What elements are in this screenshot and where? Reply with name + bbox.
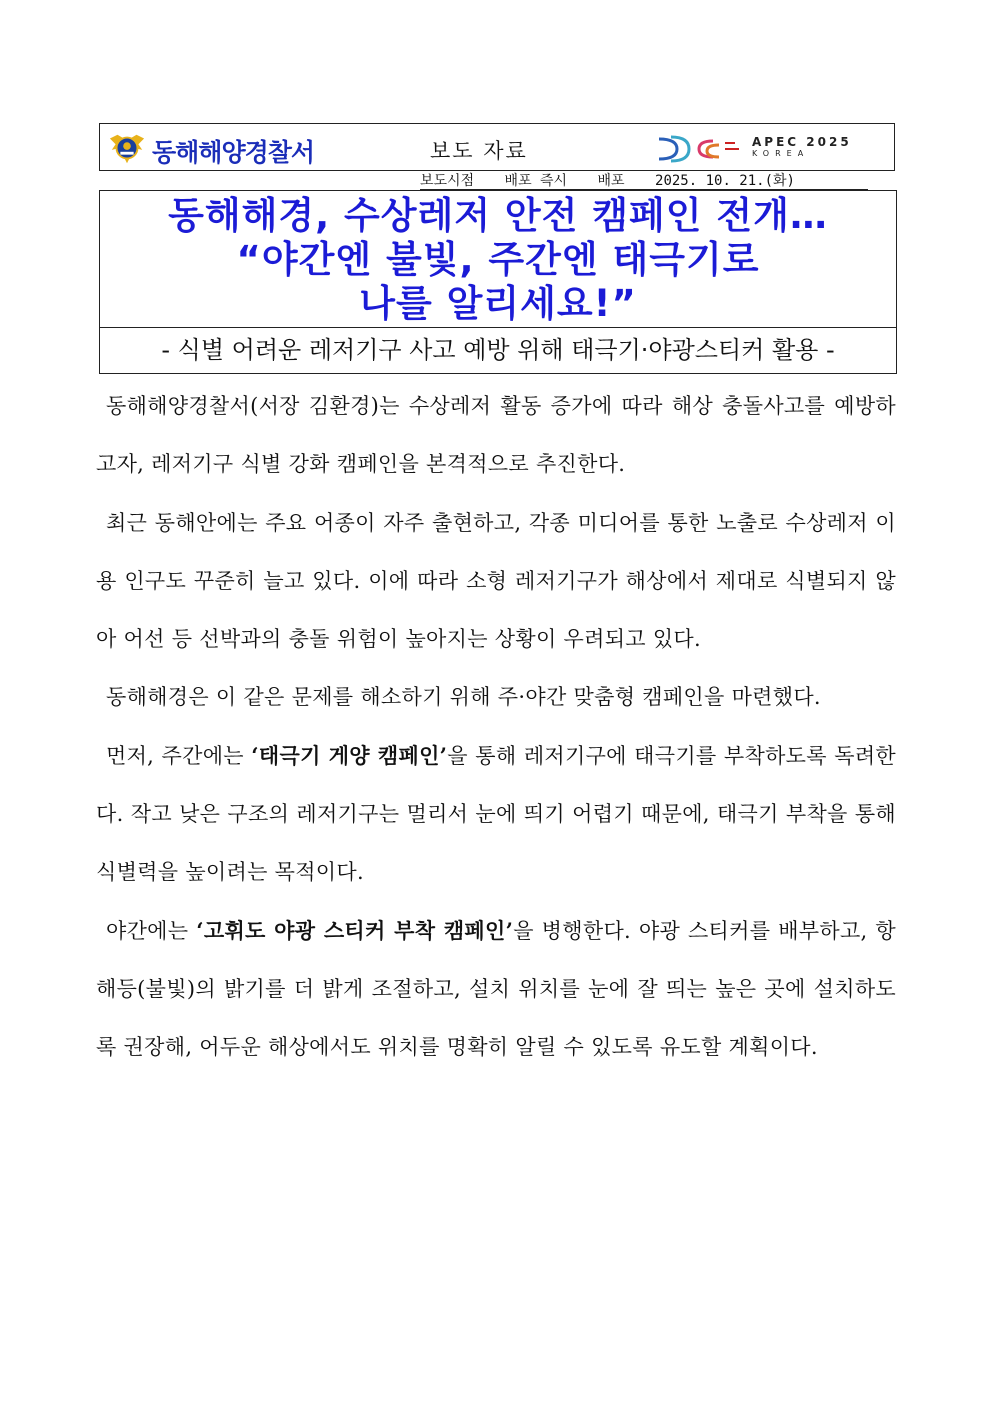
- headline-line-3: 나를 알리세요!”: [359, 282, 637, 325]
- paragraph-4-lead: 먼저, 주간에는: [106, 743, 252, 768]
- paragraph-1: 동해해양경찰서(서장 김환경)는 수상레저 활동 증가에 따라 해상 충돌사고를 예방하고자, 레저기구 식별 강화 캠페인을 본격적으로 추진한다.: [96, 394, 896, 477]
- release-info: [420, 173, 868, 190]
- apec-sub: KOREA: [752, 149, 810, 158]
- article-body: [96, 377, 896, 1077]
- org-name: 동해해양경찰서: [152, 138, 315, 167]
- headline-box: [99, 190, 897, 328]
- headline-line-1: 동해해경, 수상레저 안전 캠페인 전개…: [168, 194, 828, 237]
- subtitle: - 식별 어려운 레저기구 사고 예방 위해 태극기·야광스티커 활용 -: [99, 327, 897, 374]
- headline-line-2: “야간엔 불빛, 주간엔 태극기로: [236, 238, 760, 281]
- paragraph-2: 최근 동해안에는 주요 어종이 자주 출현하고, 각종 미디어를 통한 노출로 수상레저 이용 인구도 꾸준히 늘고 있다. 이에 따라 소형 레저기구가 해상에서 제대로 식별되지 않아 어선 등 선박과의 충돌 위험이 높아지는 상황이 우려되고 있다.: [96, 510, 896, 652]
- header-box: [99, 123, 895, 171]
- paragraph-4: [96, 727, 896, 902]
- paragraph-4-rest: 을 통해 레저기구에 태극기를 부착하도록 독려한다. 작고 낮은 구조의 레저기구는 멀리서 눈에 띄기 어렵기 때문에, 태극기 부착을 통해 식별력을 높이려는 목적이다.: [96, 743, 896, 885]
- paragraph-5-lead: 야간에는: [106, 918, 197, 943]
- coast-guard-emblem-icon: [108, 129, 146, 167]
- paragraph-5: [96, 902, 896, 1077]
- release-label: 보도시점: [420, 173, 475, 189]
- apec-logo-icon: [655, 133, 745, 165]
- paragraph-5-rest: 을 병행한다. 야광 스티커를 배부하고, 항해등(불빛)의 밝기를 더 밝게 조절하고, 설치 위치를 눈에 잘 띄는 높은 곳에 설치하도록 권장해, 어두운 해상에서도 위치를 명확히 알릴 수 있도록 유도할 계획이다.: [96, 918, 896, 1060]
- release-date: 2025. 10. 21.(화): [655, 173, 795, 189]
- release-timing: 배포 즉시: [504, 173, 568, 189]
- night-campaign-name: ‘고휘도 야광 스티커 부착 캠페인’: [196, 917, 514, 943]
- release-distribution: 배포: [597, 173, 625, 189]
- apec-wordmark: [752, 136, 852, 160]
- paragraph-3: 동해해경은 이 같은 문제를 해소하기 위해 주·야간 맞춤형 캠페인을 마련했다.: [106, 685, 821, 710]
- daytime-campaign-name: ‘태극기 게양 캠페인’: [251, 742, 448, 768]
- apec-title: APEC 2025: [752, 135, 852, 149]
- doc-type: 보도 자료: [430, 139, 528, 163]
